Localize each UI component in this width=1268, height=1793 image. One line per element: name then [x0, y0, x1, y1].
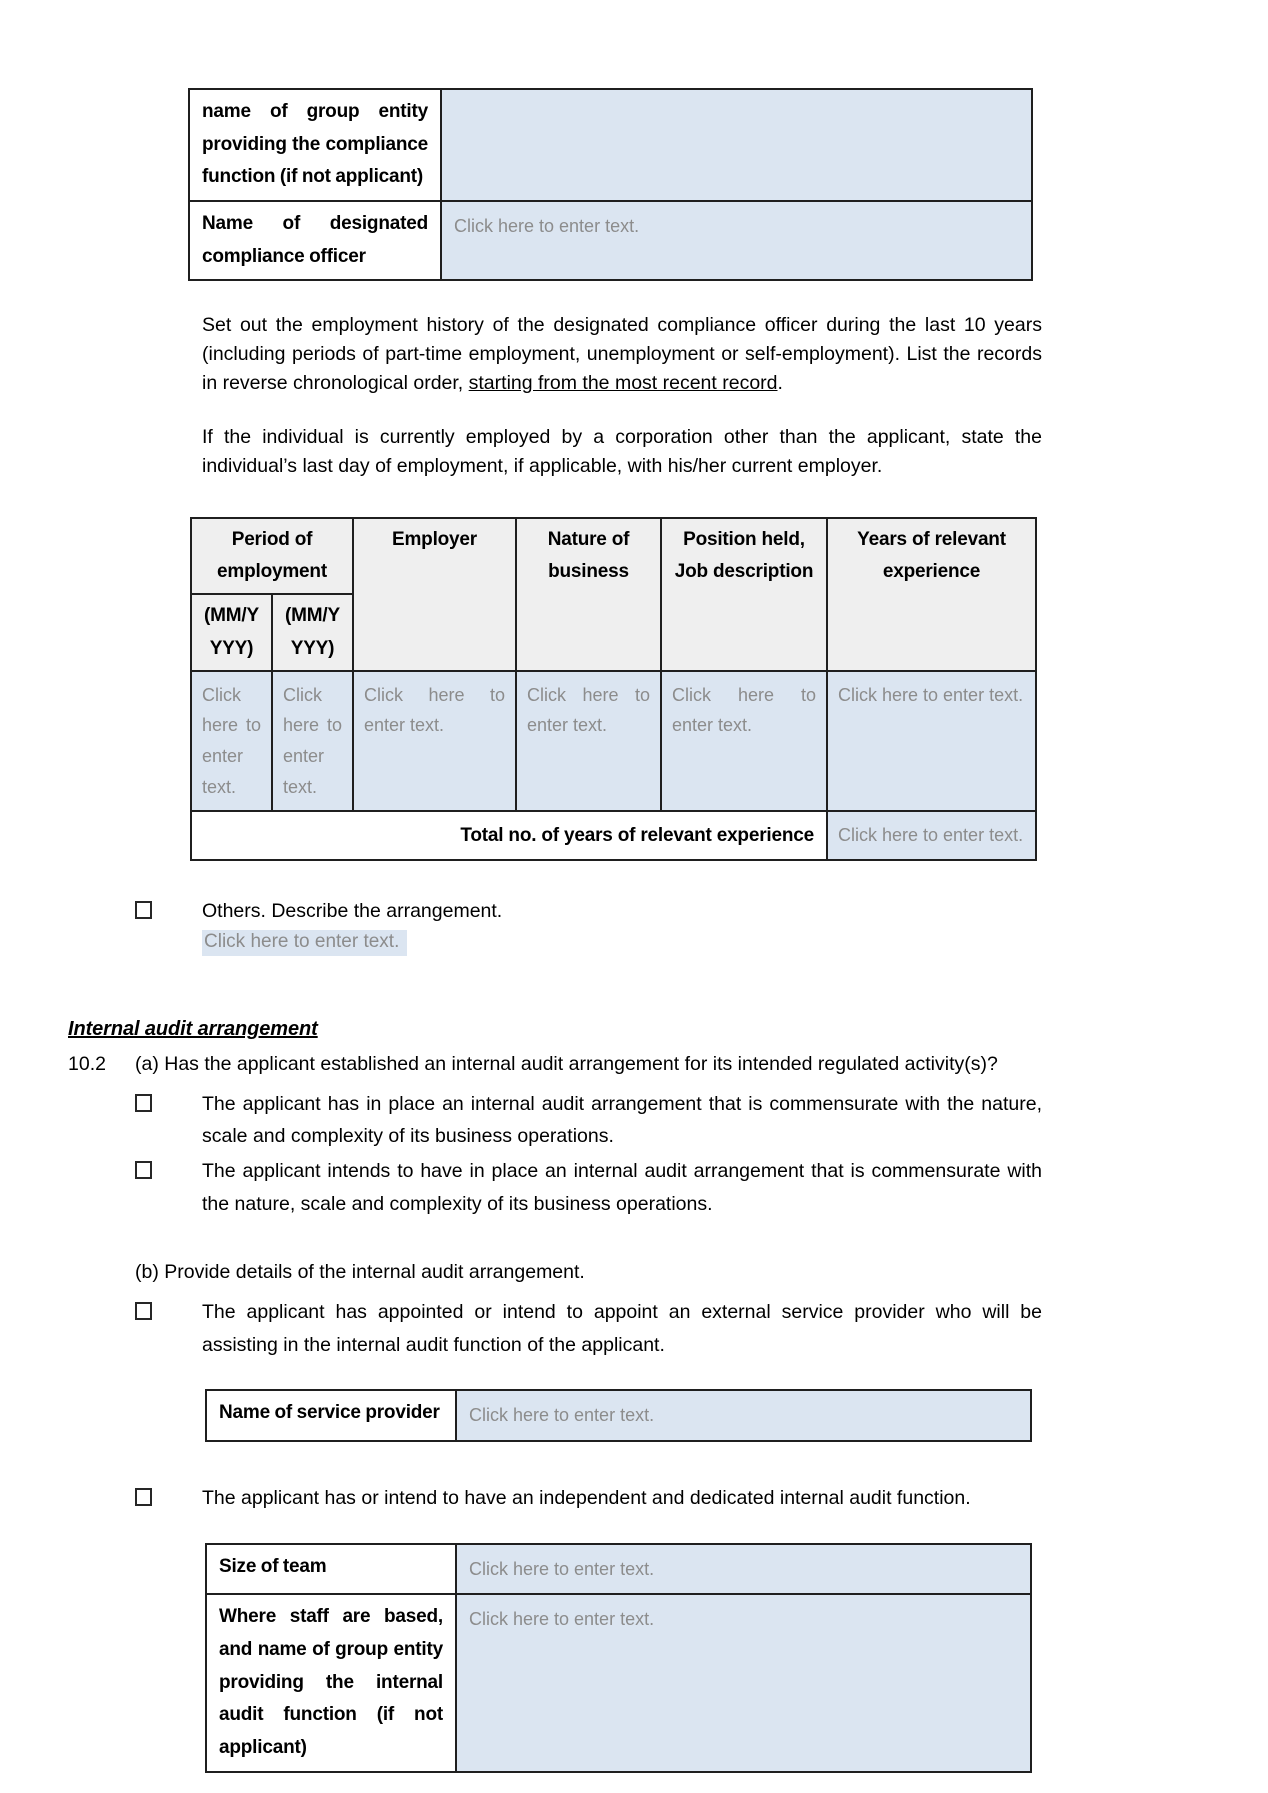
years-experience-header: Years of relevant experience — [827, 518, 1036, 671]
others-placeholder[interactable]: Click here to enter text. — [202, 930, 407, 956]
total-years-field[interactable] — [827, 811, 1036, 860]
dedicated-function-checkbox[interactable] — [135, 1488, 152, 1506]
question-b-text: (b) Provide details of the internal audit arrangement. — [135, 1260, 585, 1283]
compliance-officer-table — [188, 88, 1033, 281]
compliance-officer-field[interactable] — [441, 201, 1032, 280]
table-row — [189, 201, 1032, 280]
table-header-row — [191, 518, 1036, 595]
option-external-provider-label: The applicant has appointed or intend to appoint an external service provider who will be assisting in the internal audit function of the applicant. — [202, 1300, 1042, 1356]
employer-placeholder[interactable]: Click here to enter text. — [364, 684, 505, 736]
service-provider-label: Name of service provider — [206, 1390, 456, 1441]
team-size-label: Size of team — [206, 1544, 456, 1595]
option-in-place-row — [135, 1088, 1042, 1154]
instruction-period: . — [777, 371, 783, 394]
in-place-checkbox[interactable] — [135, 1094, 152, 1112]
option-dedicated-function-label: The applicant has or intend to have an independent and dedicated internal audit function. — [202, 1487, 971, 1510]
table-row — [189, 89, 1032, 201]
employer-header: Employer — [353, 518, 516, 671]
nature-of-business-placeholder[interactable]: Click here to enter text. — [527, 684, 650, 736]
period-from-placeholder[interactable]: Click here to enter text. — [202, 684, 261, 797]
team-size-field[interactable] — [456, 1544, 1031, 1595]
group-entity-label: name of group entity providing the compliance function (if not applicant) — [189, 89, 441, 201]
table-row — [206, 1594, 1031, 1771]
position-held-header: Position held, Job description — [661, 518, 827, 671]
others-option-label: Others. Describe the arrangement. — [202, 899, 503, 922]
position-held-placeholder[interactable]: Click here to enter text. — [672, 684, 816, 736]
audit-team-table — [205, 1543, 1032, 1773]
compliance-officer-label: Name of designated compliance officer — [189, 201, 441, 280]
question-a-text: (a) Has the applicant established an internal audit arrangement for its intended regulated activity(s)? — [135, 1052, 998, 1075]
option-intends-row — [135, 1155, 1042, 1221]
period-to-subheader: (MM/YYYY) — [272, 594, 353, 671]
position-held-field[interactable] — [661, 671, 827, 811]
current-employer-instruction: If the individual is currently employed by a corporation other than the applicant, state the individual’s last day of employment, if applicable, with his/her current employer. — [202, 426, 1042, 477]
option-external-provider-row — [135, 1296, 1042, 1362]
nature-of-business-header: Nature of business — [516, 518, 661, 671]
intends-checkbox[interactable] — [135, 1161, 152, 1179]
table-row — [206, 1544, 1031, 1595]
instruction-underlined-text: starting from the most recent record — [468, 371, 778, 394]
service-provider-field[interactable] — [456, 1390, 1031, 1441]
nature-of-business-field[interactable] — [516, 671, 661, 811]
employment-history-table — [190, 517, 1037, 861]
question-number: 10.2 — [68, 1052, 106, 1075]
question-10-2-row — [68, 1049, 1268, 1080]
staff-location-placeholder[interactable]: Click here to enter text. — [469, 1609, 655, 1630]
service-provider-placeholder[interactable]: Click here to enter text. — [469, 1405, 655, 1426]
period-to-field[interactable] — [272, 671, 353, 811]
group-entity-field[interactable] — [441, 89, 1032, 201]
period-of-employment-header: Period of employment — [191, 518, 353, 595]
internal-audit-heading: Internal audit arrangement — [68, 1017, 318, 1040]
employment-history-instruction — [202, 311, 1042, 397]
years-experience-field[interactable] — [827, 671, 1036, 811]
years-experience-placeholder[interactable]: Click here to enter text. — [838, 684, 1024, 705]
external-provider-checkbox[interactable] — [135, 1302, 152, 1320]
others-field — [202, 930, 1268, 956]
period-from-field[interactable] — [191, 671, 272, 811]
period-to-placeholder[interactable]: Click here to enter text. — [283, 684, 342, 797]
others-checkbox[interactable] — [135, 901, 152, 919]
total-years-label: Total no. of years of relevant experience — [191, 811, 827, 860]
table-data-row — [191, 671, 1036, 811]
others-option-row — [135, 895, 1042, 928]
period-from-subheader: (MM/YYYY) — [191, 594, 272, 671]
option-intends-label: The applicant intends to have in place an internal audit arrangement that is commensurate with the nature, scale and complexity of its business operations. — [202, 1160, 1042, 1215]
option-in-place-label: The applicant has in place an internal audit arrangement that is commensurate with the nature, scale and complexity of its business operations. — [202, 1092, 1042, 1148]
table-row — [206, 1390, 1031, 1441]
team-size-placeholder[interactable]: Click here to enter text. — [469, 1558, 655, 1579]
total-years-placeholder[interactable]: Click here to enter text. — [838, 825, 1024, 846]
option-dedicated-function-row — [135, 1482, 1042, 1515]
employer-field[interactable] — [353, 671, 516, 811]
staff-location-label: Where staff are based, and name of group entity providing the internal audit function (if not applicant) — [206, 1594, 456, 1771]
instruction-text: Set out the employment history of the designated compliance officer during the last 10 years (including periods of part-time employment, unemployment or self-employment). List the records in reverse chronological order, — [202, 314, 1042, 394]
table-total-row — [191, 811, 1036, 860]
compliance-officer-placeholder[interactable]: Click here to enter text. — [454, 216, 640, 237]
service-provider-table — [205, 1389, 1032, 1442]
staff-location-field[interactable] — [456, 1594, 1031, 1771]
